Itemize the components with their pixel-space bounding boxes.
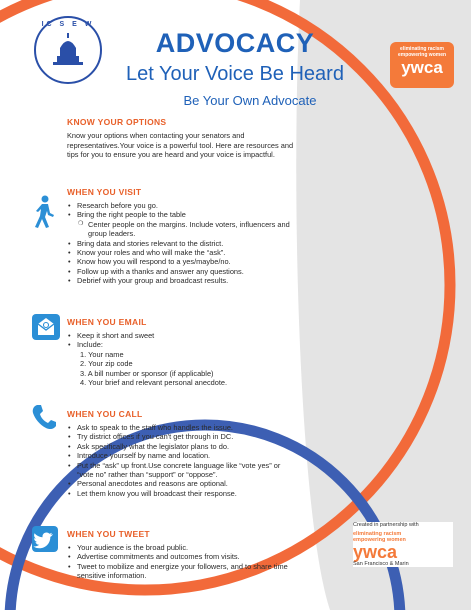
know-options-section bbox=[67, 117, 302, 160]
visit-item: • Bring the right people to the table bbox=[67, 210, 302, 219]
ywca-tagline-2: empowering women bbox=[397, 52, 447, 58]
visit-item: • Debrief with your group and broadcast results. bbox=[67, 276, 302, 285]
email-section bbox=[67, 317, 302, 387]
know-options-body: Know your options when contacting your senators and representatives.Your voice is a powerful tool. Here are resources and tips for you to ensure you are heard and your voice is impactful. bbox=[67, 131, 294, 160]
partner-ywca-wordmark: ywca bbox=[353, 542, 398, 562]
visit-title: WHEN YOU VISIT bbox=[67, 187, 142, 197]
call-title: WHEN YOU CALL bbox=[67, 409, 143, 419]
visit-item: • Know your roles and who will make the “ask”. bbox=[67, 248, 302, 257]
twitter-icon bbox=[32, 526, 58, 552]
call-item: • Introduce yourself by name and location. bbox=[67, 451, 302, 460]
capitol-dome-icon bbox=[50, 30, 86, 70]
ywca-wordmark: ywca bbox=[401, 58, 443, 77]
partnership-block bbox=[353, 522, 453, 567]
email-item: • Keep it short and sweet bbox=[67, 331, 302, 340]
partner-location: San Francisco & Marin bbox=[353, 561, 409, 567]
tweet-item: • Your audience is the broad public. bbox=[67, 543, 302, 552]
call-section bbox=[67, 409, 302, 498]
call-item: • Ask specifically what the legislator plans to do. bbox=[67, 442, 302, 451]
partner-tagline-1: eliminating racism bbox=[353, 531, 402, 537]
ywca-logo bbox=[390, 42, 454, 88]
organization-seal bbox=[34, 16, 102, 84]
seal-lettering: IC S E W bbox=[41, 21, 95, 28]
page-title: ADVOCACY bbox=[155, 28, 315, 58]
call-item: • Ask to speak to the staff who handles the issue. bbox=[67, 423, 302, 432]
call-item: • Put the “ask” up front.Use concrete language like “vote yes” or “vote no” rather than “support” or “oppose”. bbox=[67, 461, 292, 480]
phone-icon bbox=[32, 404, 56, 430]
email-numbered-item: 4. Your brief and relevant personal anecdote. bbox=[80, 378, 228, 388]
call-item: • Try district offices if you can't get through in DC. bbox=[67, 432, 302, 441]
page-tagline: Be Your Own Advocate bbox=[183, 93, 317, 108]
visit-item: • Follow up with a thanks and answer any questions. bbox=[67, 267, 302, 276]
email-numbered-item: 1. Your name bbox=[80, 349, 124, 359]
visit-item: • Research before you go. bbox=[67, 201, 302, 210]
visit-item: • Bring data and stories relevant to the district. bbox=[67, 239, 302, 248]
email-item: • Include: bbox=[67, 340, 302, 349]
visit-item: • Know how you will respond to a yes/maybe/no. bbox=[67, 257, 302, 266]
tweet-item: • Advertise commitments and outcomes from visits. bbox=[67, 552, 302, 561]
tweet-section bbox=[67, 529, 302, 581]
walking-person-icon bbox=[30, 195, 58, 229]
email-numbered-item: 3. A bill number or sponsor (if applicable) bbox=[80, 368, 214, 378]
call-item: • Let them know you will broadcast their response. bbox=[67, 489, 302, 498]
ywca-tagline-1: eliminating racism bbox=[400, 46, 444, 52]
email-numbered-item: 2. Your zip code bbox=[80, 359, 133, 369]
partnership-text: Created in partnership with bbox=[353, 522, 419, 528]
tweet-title: WHEN YOU TWEET bbox=[67, 529, 150, 539]
partner-tagline-2: empowering women bbox=[353, 537, 406, 543]
visit-sub-item: ❍ Center people on the margins. Include voters, influencers and group leaders. bbox=[67, 220, 302, 239]
tweet-item: • Tweet to mobilize and energize your followers, and to share time sensitive information. bbox=[67, 562, 292, 581]
call-item: • Personal anecdotes and reasons are optional. bbox=[67, 479, 302, 488]
email-icon bbox=[32, 314, 60, 340]
know-options-title: KNOW YOUR OPTIONS bbox=[67, 117, 167, 127]
email-title: WHEN YOU EMAIL bbox=[67, 317, 147, 327]
visit-section bbox=[67, 187, 302, 286]
page-subtitle: Let Your Voice Be Heard bbox=[126, 63, 344, 85]
